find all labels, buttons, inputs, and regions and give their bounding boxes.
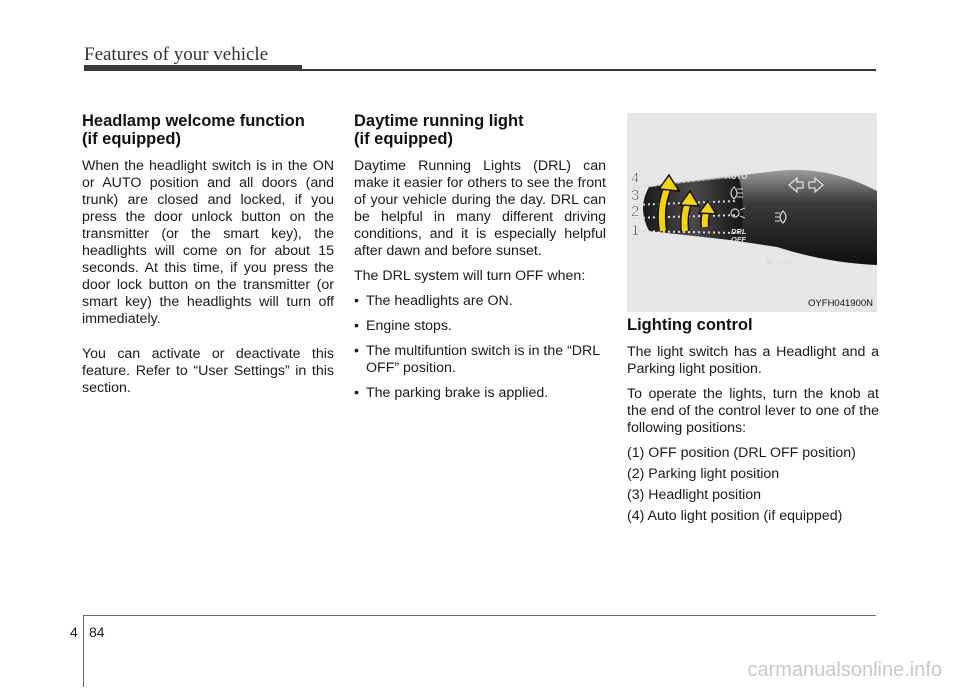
drl-off-conditions-list <box>354 293 606 402</box>
header-bar <box>84 65 302 71</box>
paragraph: To operate the lights, turn the knob at the end of the control lever to one of the following positions: <box>627 386 879 436</box>
list-item: (4) Auto light position (if equipped) <box>627 508 843 524</box>
column-headlamp-welcome <box>82 112 334 405</box>
heading-daytime-running-light: Daytime running light (if equipped) <box>354 112 524 148</box>
paragraph: You can activate or deactivate this feature. Refer to “User Settings” in this section. <box>82 346 334 396</box>
light-positions-list <box>627 445 879 525</box>
header-rule <box>302 69 876 71</box>
chapter-number: 4 <box>70 624 78 640</box>
list-item: (2) Parking light position <box>627 466 780 482</box>
switch-drl-off-label: OFF <box>731 235 746 244</box>
position-label-3: 3 <box>631 187 640 204</box>
list-item: • Engine stops. <box>354 318 606 335</box>
switch-drl-label: DRL <box>731 227 747 236</box>
position-label-2: 2 <box>631 203 640 220</box>
paragraph: The light switch has a Headlight and a Parking light position. <box>627 344 879 377</box>
figure-code: OYFH041900N <box>808 298 873 309</box>
position-label-4: 4 <box>631 170 640 187</box>
heading-lighting-control: Lighting control <box>627 316 753 334</box>
light-switch-figure <box>627 113 877 312</box>
section-title: Features of your vehicle <box>84 44 269 65</box>
list-item: (3) Headlight position <box>627 487 762 503</box>
column-daytime-running-light <box>354 112 606 410</box>
switch-off-label: OFF <box>777 259 792 268</box>
watermark: carmanualsonline.info <box>747 659 942 681</box>
list-item: • The headlights are ON. <box>354 293 606 310</box>
light-switch-illustration <box>627 113 877 312</box>
list-item: (1) OFF position (DRL OFF position) <box>627 445 856 461</box>
page-number: 84 <box>89 624 105 640</box>
paragraph: Daytime Running Lights (DRL) can make it easier for others to see the front of your vehicle during the day. DRL can be helpful in many different driving conditions, and it is especially helpful after dawn and before sunset. <box>354 158 606 259</box>
paragraph: When the headlight switch is in the ON or AUTO position and all doors (and trunk) are closed and locked, if you press the door unlock button on the transmitter (or the smart key), the headlights will come on for about 15 seconds. At this time, if you press the door lock button on the transmitter (or smart key) the headlights will turn off immediately. <box>82 158 334 327</box>
paragraph: The DRL system will turn OFF when: <box>354 268 586 284</box>
position-label-1: 1 <box>631 222 640 239</box>
heading-headlamp-welcome: Headlamp welcome function (if equipped) <box>82 112 305 148</box>
switch-auto-label: AUTO <box>725 172 748 181</box>
column-lighting-control <box>627 316 879 529</box>
list-item: • The parking brake is applied. <box>354 385 606 402</box>
list-item: • The multifuntion switch is in the “DRL OFF” position. <box>354 343 606 377</box>
footer-rule <box>84 615 876 616</box>
footer-divider <box>83 615 84 687</box>
